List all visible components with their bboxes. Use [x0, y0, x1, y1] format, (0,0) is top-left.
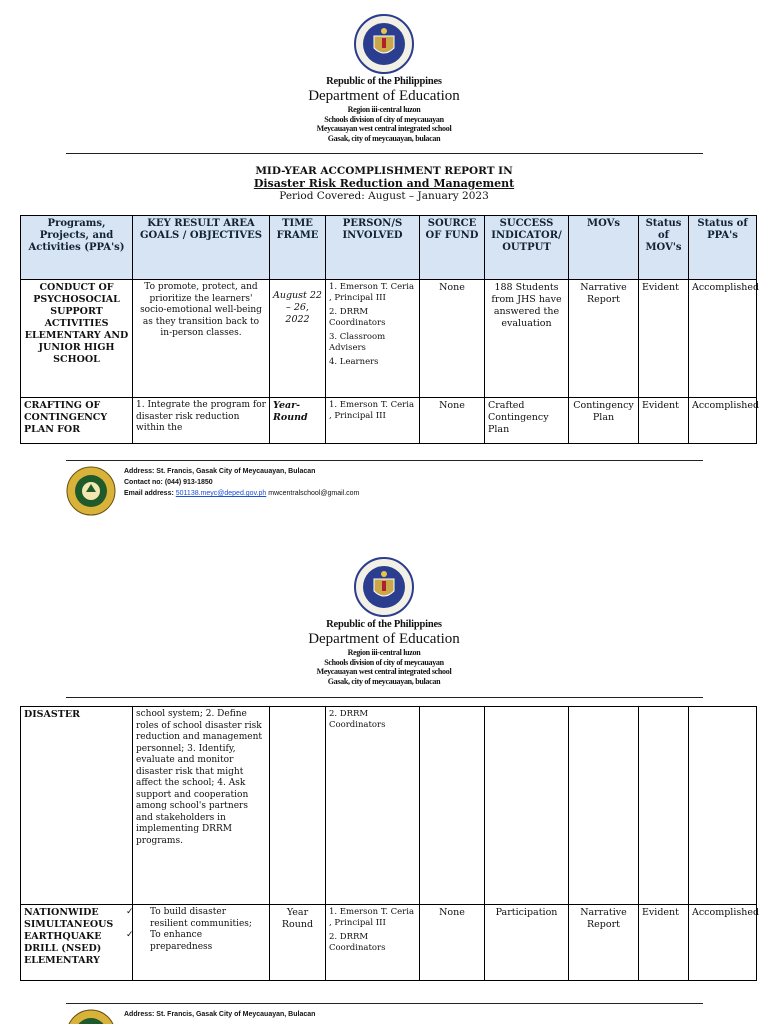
- persons-cell: [326, 398, 420, 444]
- time-frame-cell: Year-Round: [270, 398, 326, 444]
- ppa-cell: DISASTER: [21, 707, 133, 905]
- title-line-1: MID-YEAR ACCOMPLISHMENT REPORT IN: [255, 165, 513, 177]
- person-item: 4. Learners: [329, 357, 379, 367]
- footer-address: Address: St. Francis, Gasak City of Meycauayan, Bulacan: [124, 1011, 316, 1018]
- footer-email-other: mwcentralschool@gmail.com: [268, 490, 360, 497]
- person-item: 1. Emerson T. Ceria , Principal III: [329, 907, 415, 928]
- movs-cell: Contingency Plan: [569, 398, 639, 444]
- ppa-cell: NATIONWIDE SIMULTANEOUS EARTHQUAKE DRILL (NSED) ELEMENTARY: [21, 905, 133, 981]
- fund-cell: None: [420, 905, 485, 981]
- objectives-cell: [126, 905, 270, 981]
- person-item: 2. DRRM Coordinators: [329, 307, 386, 328]
- footer-address: Address: St. Francis, Gasak City of Meycauayan, Bulacan: [124, 468, 316, 475]
- person-item: 1. Emerson T. Ceria , Principal III: [329, 282, 415, 303]
- persons-cell: [326, 905, 420, 981]
- deped-seal-icon: [354, 557, 414, 617]
- objective-item: ✓ To enhance preparedness: [126, 930, 213, 952]
- objectives-cell: school system; 2. Define roles of school disaster risk reduction and management personnel; 3. Identify, evaluate and monitor disaster risk that might affect the school; 4. Ask support and cooperation among school's partners and stakeholders in implementing DRRM programs.: [133, 707, 270, 905]
- col-header: SOURCE OF FUND: [420, 216, 485, 280]
- title-line-2: Disaster Risk Reduction and Management: [253, 177, 515, 190]
- objectives-cell: To promote, protect, and prioritize the learners' socio-emotional well-being as they transition back to in-person classes.: [133, 280, 270, 398]
- footer-email-link[interactable]: 501138.meyc@deped.gov.ph: [175, 490, 267, 497]
- check-icon: ✓: [126, 907, 134, 917]
- footer-email-row: [124, 488, 359, 499]
- indicator-cell: [485, 707, 569, 905]
- status-mov-cell: Evident: [639, 905, 689, 981]
- fund-cell: None: [420, 398, 485, 444]
- region-line: Region iii-central luzon: [347, 648, 421, 657]
- col-header: SUCCESS INDICATOR/ OUTPUT: [485, 216, 569, 280]
- ppa-cell: CONDUCT OF PSYCHOSOCIAL SUPPORT ACTIVITIES ELEMENTARY AND JUNIOR HIGH SCHOOL: [21, 280, 133, 398]
- department-line: Department of Education: [308, 631, 460, 647]
- status-mov-cell: Evident: [639, 398, 689, 444]
- footer-contact: Contact no: (044) 913-1850: [124, 479, 213, 486]
- footer-divider: [66, 1003, 703, 1004]
- accomplishment-table-page1: [20, 215, 760, 444]
- col-header: Programs, Projects, and Activities (PPA's): [21, 216, 133, 280]
- time-frame-cell: August 22 – 26, 2022: [270, 280, 326, 398]
- movs-cell: Narrative Report: [569, 280, 639, 398]
- col-header: MOVs: [569, 216, 639, 280]
- check-icon: ✓: [126, 930, 134, 940]
- movs-cell: [569, 707, 639, 905]
- col-header: TIME FRAME: [270, 216, 326, 280]
- table-row: [21, 280, 757, 398]
- movs-cell: Narrative Report: [569, 905, 639, 981]
- indicator-cell: Crafted Contingency Plan: [485, 398, 569, 444]
- header-divider: [66, 697, 703, 698]
- footer-email-label: Email address:: [124, 490, 174, 497]
- accomplishment-table-page2: [20, 706, 760, 981]
- person-item: 1. Emerson T. Ceria , Principal III: [329, 400, 415, 421]
- letterhead: [0, 619, 768, 686]
- indicator-cell: 188 Students from JHS have answered the evaluation: [485, 280, 569, 398]
- report-title: [0, 165, 768, 202]
- objective-item: ✓ To build disaster resilient communities;: [126, 907, 252, 929]
- department-line: Department of Education: [308, 88, 460, 104]
- col-header: KEY RESULT AREA GOALS / OBJECTIVES: [133, 216, 270, 280]
- school-address-line: Gasak, city of meycauayan, bulacan: [327, 133, 441, 143]
- time-frame-cell: [270, 707, 326, 905]
- deped-seal-icon: [354, 14, 414, 74]
- status-ppa-cell: [689, 707, 757, 905]
- table-row: [21, 398, 757, 444]
- school-address-line: Gasak, city of meycauayan, bulacan: [327, 676, 441, 686]
- persons-cell: [326, 280, 420, 398]
- footer-divider: [66, 460, 703, 461]
- status-mov-cell: [639, 707, 689, 905]
- republic-line: Republic of the Philippines: [326, 76, 442, 87]
- school-logo-icon: [66, 1009, 116, 1024]
- ppa-cell: CRAFTING OF CONTINGENCY PLAN FOR: [21, 398, 133, 444]
- table-header-row: [21, 216, 757, 280]
- objectives-cell: 1. Integrate the program for disaster risk reduction within the: [133, 398, 270, 444]
- division-line: Schools division of city of meycauayan: [324, 114, 444, 124]
- person-item: 2. DRRM Coordinators: [329, 709, 386, 730]
- fund-cell: [420, 707, 485, 905]
- fund-cell: None: [420, 280, 485, 398]
- col-header: PERSON/S INVOLVED: [326, 216, 420, 280]
- period-covered: Period Covered: August – January 2023: [279, 190, 489, 202]
- republic-line: Republic of the Philippines: [326, 619, 442, 630]
- table-row: [21, 707, 757, 905]
- school-logo-icon: [66, 466, 116, 516]
- persons-cell: [326, 707, 420, 905]
- school-line: Meycauayan west central integrated school: [316, 124, 452, 133]
- header-divider: [66, 153, 703, 154]
- division-line: Schools division of city of meycauayan: [324, 657, 444, 667]
- col-header: Status of PPA's: [689, 216, 757, 280]
- status-ppa-cell: Accomplished: [689, 905, 757, 981]
- indicator-cell: Participation: [485, 905, 569, 981]
- status-mov-cell: Evident: [639, 280, 689, 398]
- time-frame-cell: Year Round: [270, 905, 326, 981]
- region-line: Region iii-central luzon: [347, 105, 421, 114]
- letterhead: [0, 76, 768, 143]
- status-ppa-cell: Accomplished: [689, 280, 757, 398]
- status-ppa-cell: Accomplished: [689, 398, 757, 444]
- school-line: Meycauayan west central integrated school: [316, 667, 452, 676]
- table-row: [21, 905, 757, 981]
- person-item: 3. Classroom Advisers: [329, 332, 386, 353]
- person-item: 2. DRRM Coordinators: [329, 932, 386, 953]
- col-header: Status of MOV's: [639, 216, 689, 280]
